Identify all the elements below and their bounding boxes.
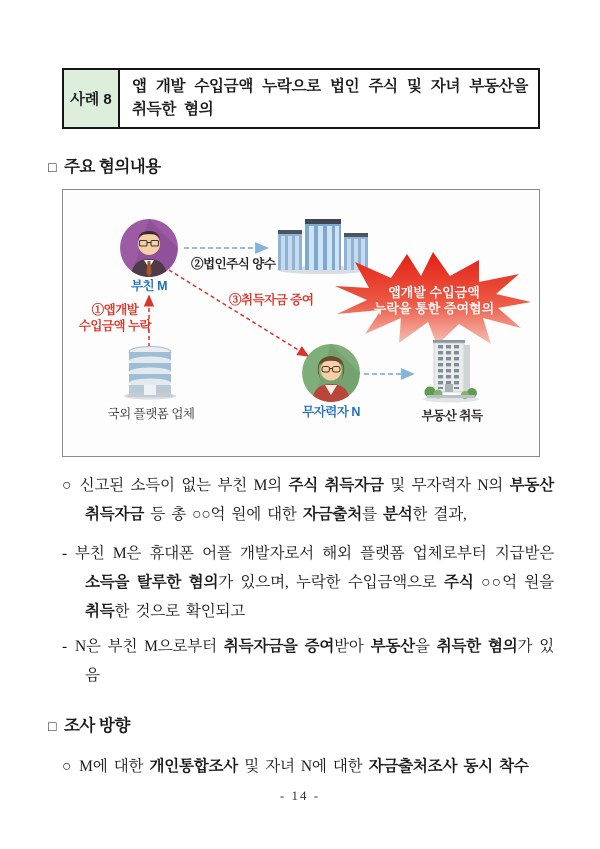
arrow-fund-gift: [169, 270, 308, 356]
starburst-icon: [333, 250, 535, 348]
bullet-marker: ○: [62, 476, 72, 494]
square-bullet-icon: □: [48, 717, 56, 734]
case-number-label: 사례 8: [64, 70, 120, 127]
page-number: - 14 -: [279, 788, 321, 803]
case-header-box: [62, 68, 540, 129]
father-label: 부친 M: [130, 278, 168, 293]
platform-building-icon: [117, 342, 183, 400]
bullet-marker: -: [62, 544, 67, 562]
apartment-building-icon: [421, 338, 481, 404]
starburst-text-line1: 앱개발 수입금액: [388, 284, 480, 300]
bullet-investigation-launch: [62, 752, 554, 781]
bullet-father-evasion: [62, 539, 554, 626]
platform-label: 국외 플랫폼 업체: [107, 406, 195, 421]
label-income-omission: ①앱개발 수입금액 누락: [78, 302, 152, 333]
section-heading-text: 조사 방향: [63, 716, 130, 735]
bullet-child-gift: [62, 632, 554, 690]
bullet-text: 신고된 소득이 없는 부친 M의 주식 취득자금 및 무자력자 N의 부동산 취득자금 등 총 ○○억 원에 대한 자금출처를 분석한 결과,: [79, 476, 554, 523]
daughter-label: 무자력자 N: [302, 404, 360, 419]
label-fund-gift: ③취득자금 증여: [229, 292, 314, 307]
bullet-text: N은 부친 M으로부터 취득자금을 증여받아 부동산을 취득한 혐의가 있음: [74, 637, 554, 684]
label-stock-transfer: ②법인주식 양수: [191, 256, 276, 271]
bullet-analysis: [62, 471, 554, 529]
section-heading-investigation-direction: [48, 712, 556, 736]
bullet-marker: -: [62, 637, 67, 655]
square-bullet-icon: □: [48, 158, 56, 175]
bullet-text: 부친 M은 휴대폰 어플 개발자로서 해외 플랫폼 업체로부터 지급받은 소득을 탈루한 혐의가 있으며, 누락한 수입금액으로 주식 ○○억 원을 취득한 것으로 확인되고: [74, 544, 554, 620]
bullet-marker: ○: [62, 757, 72, 775]
father-avatar-icon: [119, 218, 179, 278]
bullet-text: M에 대한 개인통합조사 및 자녀 N에 대한 자금출처조사 동시 착수: [79, 757, 529, 775]
case-title: 앱 개발 수입금액 누락으로 법인 주식 및 자녀 부동산을 취득한 혐의: [132, 78, 528, 119]
section-heading-main-allegations: [48, 153, 556, 177]
section-heading-text: 주요 혐의내용: [63, 157, 161, 176]
daughter-avatar-icon: [301, 343, 361, 403]
allegation-diagram: [62, 189, 540, 457]
starburst-text-line2: 누락을 통한 증여혐의: [373, 300, 495, 316]
realestate-label: 부동산 취득: [421, 408, 483, 423]
